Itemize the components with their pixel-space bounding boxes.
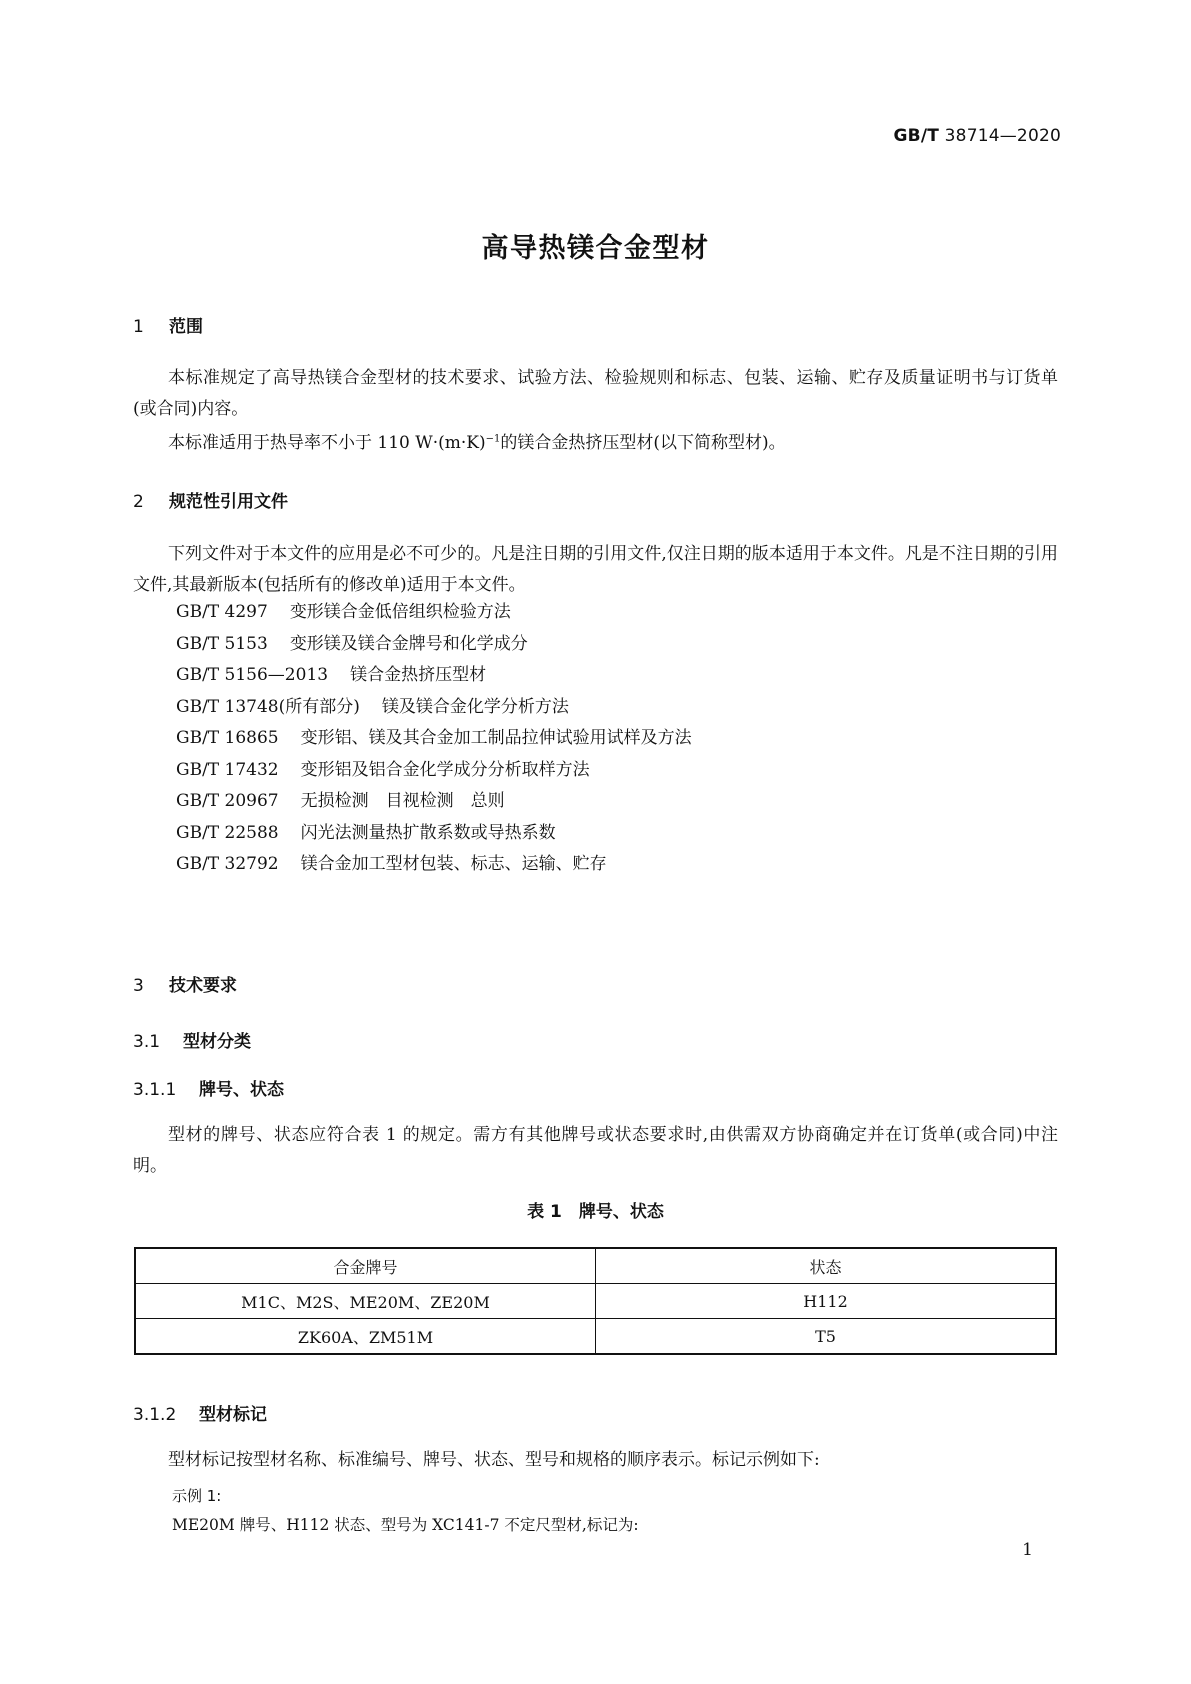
table-header-row (135, 1248, 1056, 1284)
section-title: 规范性引用文件 (169, 492, 288, 512)
table-cell: ZK60A、ZM51M (135, 1319, 596, 1355)
section-number: 1 (133, 317, 144, 337)
section-number: 3.1.1 (133, 1080, 177, 1100)
column-header-temper: 状态 (596, 1248, 1057, 1284)
reference-item: GB/T 5156—2013 镁合金热挤压型材 (176, 665, 487, 685)
standard-prefix: GB/T (893, 126, 940, 146)
section-number: 3.1 (133, 1032, 161, 1052)
column-header-alloy-grade: 合金牌号 (135, 1248, 596, 1284)
section-3-1-1-paragraph: 型材的牌号、状态应符合表 1 的规定。需方有其他牌号或状态要求时,由供需双方协商确定并在订货单(或合同)中注明。 (133, 1125, 1058, 1176)
table-cell: M1C、M2S、ME20M、ZE20M (135, 1284, 596, 1319)
section-3-1-2-heading (133, 1400, 267, 1425)
section-number: 2 (133, 492, 144, 512)
reference-item: GB/T 16865 变形铝、镁及其合金加工制品拉伸试验用试样及方法 (176, 728, 692, 748)
section-1-paragraph-1: 本标准规定了高导热镁合金型材的技术要求、试验方法、检验规则和标志、包装、运输、贮存及质量证明书与订货单(或合同)内容。 (133, 368, 1058, 419)
standard-code (894, 126, 1061, 146)
section-title: 范围 (169, 317, 203, 337)
section-title: 技术要求 (169, 976, 237, 996)
table-cell: T5 (596, 1319, 1057, 1355)
section-1-paragraph-2: 本标准适用于热导率不小于 110 $W\cdot(m\cdot K)^{-1}$的镁合金热挤压型材(以下简称型材)。 (168, 432, 786, 453)
section-3-1-2-paragraph: 型材标记按型材名称、标准编号、牌号、状态、型号和规格的顺序表示。标记示例如下: (168, 1450, 820, 1470)
document-title: 高导热镁合金型材 (481, 233, 710, 264)
table-row (135, 1284, 1056, 1319)
section-title: 型材分类 (183, 1032, 251, 1052)
table-cell: H112 (596, 1284, 1057, 1319)
reference-item: GB/T 22588 闪光法测量热扩散系数或导热系数 (176, 822, 556, 843)
section-3-1-1-heading (133, 1075, 284, 1100)
section-3-heading (133, 971, 237, 996)
reference-item: GB/T 32792 镁合金加工型材包装、标志、运输、贮存 (176, 854, 607, 874)
example-text: ME20M 牌号、H112 状态、型号为 XC141-7 不定尺型材,标记为: (172, 1516, 639, 1534)
reference-item: GB/T 17432 变形铝及铝合金化学成分分析取样方法 (176, 759, 590, 780)
example-label: 示例 1: (172, 1487, 222, 1505)
reference-item: GB/T 20967 无损检测 目视检测 总则 (176, 791, 505, 811)
section-number: 3.1.2 (133, 1405, 177, 1425)
table-1-caption: 表 1 牌号、状态 (527, 1202, 664, 1222)
reference-item: GB/T 13748(所有部分) 镁及镁合金化学分析方法 (176, 696, 569, 717)
section-3-1-heading (133, 1027, 251, 1052)
section-number: 3 (133, 976, 144, 996)
reference-item: GB/T 4297 变形镁合金低倍组织检验方法 (176, 602, 511, 622)
section-title: 型材标记 (199, 1405, 267, 1425)
reference-item: GB/T 5153 变形镁及镁合金牌号和化学成分 (176, 633, 528, 654)
section-2-heading (133, 487, 288, 512)
section-title: 牌号、状态 (199, 1080, 284, 1100)
section-2-paragraph-1: 下列文件对于本文件的应用是必不可少的。凡是注日期的引用文件,仅注日期的版本适用于本文件。凡是不注日期的引用文件,其最新版本(包括所有的修改单)适用于本文件。 (133, 544, 1058, 595)
page-number: 1 (1022, 1540, 1033, 1560)
normative-reference-list (176, 597, 692, 881)
section-1-heading (133, 312, 203, 337)
grade-temper-table (134, 1247, 1057, 1355)
standard-number: 38714—2020 (944, 126, 1061, 146)
table-row (135, 1319, 1056, 1355)
